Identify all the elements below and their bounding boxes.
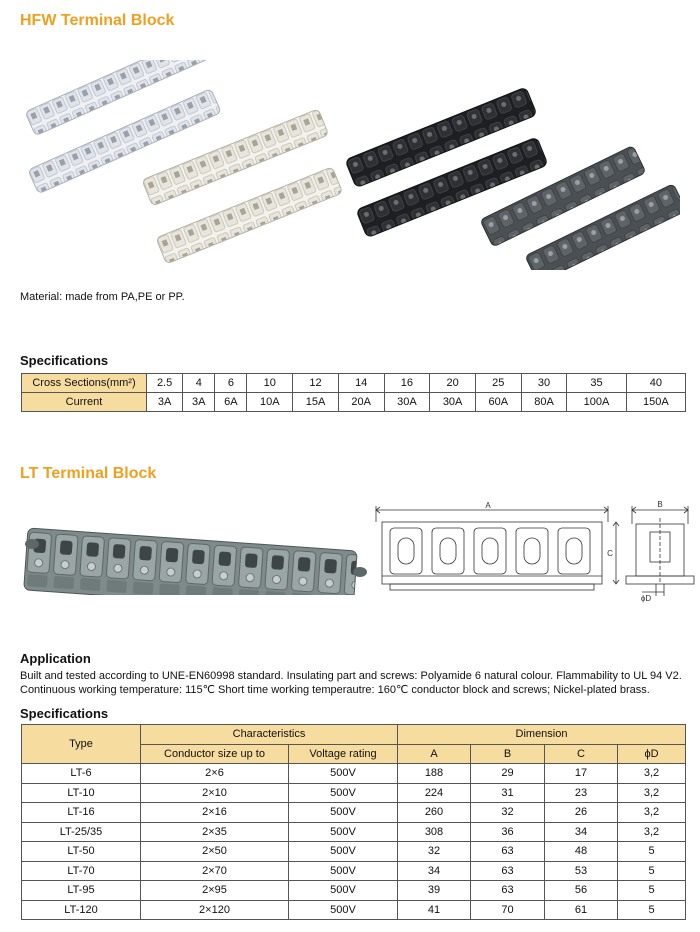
- lt-spec-table: [21, 724, 686, 920]
- conductor-cell: 2×16: [141, 803, 289, 823]
- d-cell: 3,2: [618, 764, 686, 784]
- current-cell: 10A: [247, 393, 293, 412]
- lt-dimension-drawing: [370, 498, 695, 603]
- table-row: [22, 861, 686, 881]
- voltage-cell: 500V: [289, 881, 398, 901]
- hfw-product-photo: [20, 60, 680, 270]
- a-cell: 308: [398, 822, 471, 842]
- cross-section-cell: 16: [384, 374, 430, 393]
- cross-section-label: Cross Sections(mm²): [22, 374, 147, 393]
- dimension-a-label: A: [485, 501, 491, 510]
- current-cell: 6A: [215, 393, 247, 412]
- b-header: B: [471, 744, 545, 764]
- current-cell: 15A: [293, 393, 339, 412]
- c-header: C: [545, 744, 618, 764]
- voltage-cell: 500V: [289, 842, 398, 862]
- voltage-cell: 500V: [289, 900, 398, 920]
- c-cell: 26: [545, 803, 618, 823]
- cross-section-cell: 30: [521, 374, 567, 393]
- lt-header-row-1: [22, 725, 686, 745]
- cross-section-cell: 4: [183, 374, 215, 393]
- b-cell: 36: [471, 822, 545, 842]
- b-cell: 63: [471, 861, 545, 881]
- type-cell: LT-6: [22, 764, 141, 784]
- current-cell: 30A: [384, 393, 430, 412]
- d-cell: 5: [618, 900, 686, 920]
- table-row: [22, 842, 686, 862]
- hfw-material-text: Material: made from PA,PE or PP.: [20, 291, 185, 303]
- conductor-cell: 2×70: [141, 861, 289, 881]
- type-cell: LT-16: [22, 803, 141, 823]
- a-cell: 39: [398, 881, 471, 901]
- conductor-cell: 2×50: [141, 842, 289, 862]
- c-cell: 53: [545, 861, 618, 881]
- type-cell: LT-120: [22, 900, 141, 920]
- a-cell: 34: [398, 861, 471, 881]
- dimension-d-label: ϕD: [640, 594, 652, 603]
- current-label: Current: [22, 393, 147, 412]
- conductor-cell: 2×6: [141, 764, 289, 784]
- cross-section-cell: 25: [475, 374, 521, 393]
- type-cell: LT-25/35: [22, 822, 141, 842]
- c-cell: 61: [545, 900, 618, 920]
- voltage-cell: 500V: [289, 803, 398, 823]
- current-cell: 3A: [147, 393, 183, 412]
- type-header: Type: [22, 725, 141, 764]
- cross-section-cell: 10: [247, 374, 293, 393]
- d-header: ϕD: [618, 744, 686, 764]
- a-header: A: [398, 744, 471, 764]
- conductor-cell: 2×10: [141, 783, 289, 803]
- c-cell: 48: [545, 842, 618, 862]
- current-cell: 150A: [626, 393, 685, 412]
- current-row: [22, 393, 686, 412]
- c-cell: 56: [545, 881, 618, 901]
- current-cell: 100A: [567, 393, 626, 412]
- d-cell: 5: [618, 842, 686, 862]
- type-cell: LT-70: [22, 861, 141, 881]
- lt-product-photo: [20, 510, 370, 595]
- b-cell: 63: [471, 881, 545, 901]
- d-cell: 3,2: [618, 783, 686, 803]
- type-cell: LT-10: [22, 783, 141, 803]
- dimension-b-label: B: [657, 500, 663, 509]
- lt-section-title: LT Terminal Block: [20, 465, 157, 482]
- voltage-cell: 500V: [289, 861, 398, 881]
- b-cell: 29: [471, 764, 545, 784]
- cross-section-cell: 6: [215, 374, 247, 393]
- c-cell: 23: [545, 783, 618, 803]
- cross-section-cell: 14: [338, 374, 384, 393]
- cross-section-cell: 12: [293, 374, 339, 393]
- voltage-cell: 500V: [289, 783, 398, 803]
- table-row: [22, 803, 686, 823]
- d-cell: 5: [618, 861, 686, 881]
- a-cell: 32: [398, 842, 471, 862]
- conductor-cell: 2×120: [141, 900, 289, 920]
- cross-section-cell: 20: [430, 374, 476, 393]
- characteristics-header: Characteristics: [141, 725, 398, 745]
- type-cell: LT-50: [22, 842, 141, 862]
- current-cell: 30A: [430, 393, 476, 412]
- hfw-section-title: HFW Terminal Block: [20, 12, 175, 29]
- a-cell: 260: [398, 803, 471, 823]
- table-row: [22, 900, 686, 920]
- dimension-header: Dimension: [398, 725, 686, 745]
- conductor-cell: 2×95: [141, 881, 289, 901]
- cross-section-cell: 35: [567, 374, 626, 393]
- hfw-spec-table: [21, 373, 686, 412]
- type-cell: LT-95: [22, 881, 141, 901]
- conductor-cell: 2×35: [141, 822, 289, 842]
- lt-spec-title: Specifications: [20, 706, 109, 721]
- application-line-1: Built and tested according to UNE-EN60998 standard. Insulating part and screws: Polyamide 6 natural colour. Flammability to UL 94 V2.: [20, 670, 682, 682]
- hfw-spec-title: Specifications: [20, 353, 109, 368]
- table-row: [22, 822, 686, 842]
- current-cell: 60A: [475, 393, 521, 412]
- current-cell: 20A: [338, 393, 384, 412]
- cross-section-cell: 2.5: [147, 374, 183, 393]
- d-cell: 3,2: [618, 803, 686, 823]
- conductor-header: Conductor size up to: [141, 744, 289, 764]
- cross-section-cell: 40: [626, 374, 685, 393]
- b-cell: 31: [471, 783, 545, 803]
- voltage-header: Voltage rating: [289, 744, 398, 764]
- table-row: [22, 783, 686, 803]
- d-cell: 5: [618, 881, 686, 901]
- d-cell: 3,2: [618, 822, 686, 842]
- b-cell: 32: [471, 803, 545, 823]
- current-cell: 3A: [183, 393, 215, 412]
- a-cell: 224: [398, 783, 471, 803]
- b-cell: 63: [471, 842, 545, 862]
- dimension-c-label: C: [607, 549, 613, 558]
- application-title: Application: [20, 651, 91, 666]
- b-cell: 70: [471, 900, 545, 920]
- voltage-cell: 500V: [289, 822, 398, 842]
- a-cell: 188: [398, 764, 471, 784]
- table-row: [22, 764, 686, 784]
- c-cell: 34: [545, 822, 618, 842]
- table-row: [22, 881, 686, 901]
- c-cell: 17: [545, 764, 618, 784]
- current-cell: 80A: [521, 393, 567, 412]
- application-line-2: Continuous working temperature: 115℃ Short time working temperautre: 160℃ conductor block and screws; Nickel-plated brass.: [20, 684, 650, 696]
- a-cell: 41: [398, 900, 471, 920]
- voltage-cell: 500V: [289, 764, 398, 784]
- cross-section-row: [22, 374, 686, 393]
